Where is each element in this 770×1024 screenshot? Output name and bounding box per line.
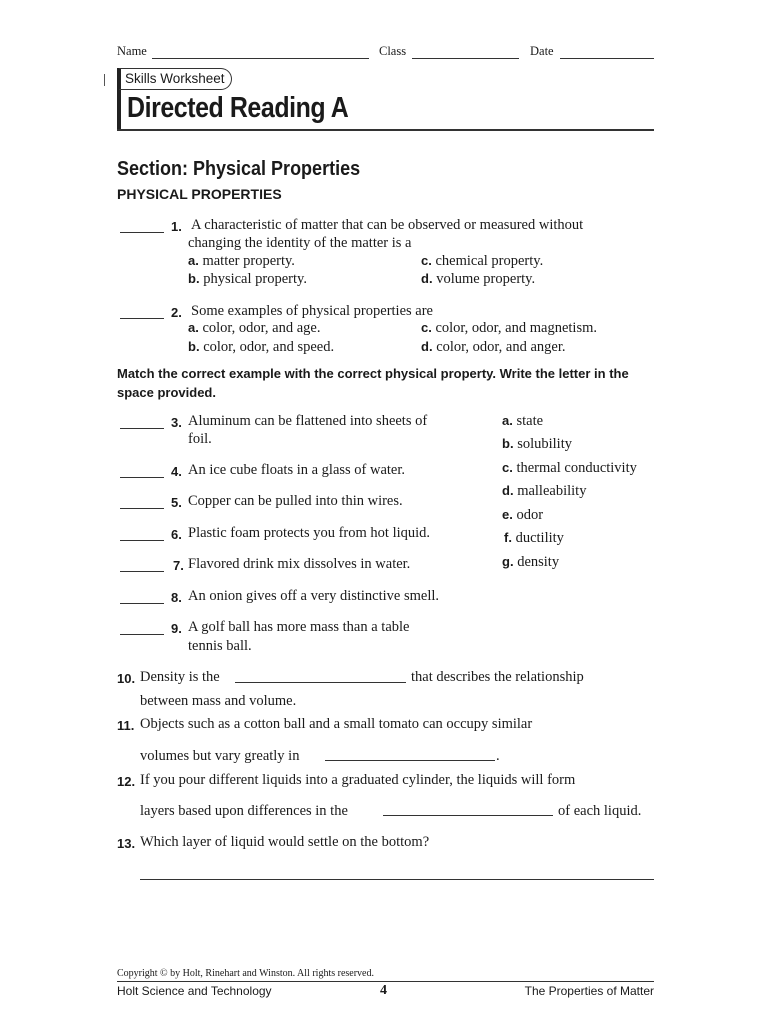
question-number: 13. bbox=[117, 836, 136, 851]
question-text: between mass and volume. bbox=[140, 693, 297, 709]
page-number: 4 bbox=[380, 983, 387, 998]
option-text: density bbox=[517, 554, 560, 570]
question-number: 2. bbox=[171, 305, 182, 320]
answer-blank-9[interactable] bbox=[120, 634, 164, 635]
option-letter: d. bbox=[421, 339, 433, 354]
option-letter: b. bbox=[188, 339, 200, 354]
copyright-notice: Copyright © by Holt, Rinehart and Winston. All rights reserved. bbox=[117, 968, 374, 979]
subsection-heading: PHYSICAL PROPERTIES bbox=[117, 186, 282, 202]
option-letter: b. bbox=[502, 436, 514, 451]
question-number: 9. bbox=[171, 621, 182, 636]
question-number: 5. bbox=[171, 495, 182, 510]
answer-choice bbox=[502, 460, 637, 477]
option-text: malleability bbox=[517, 483, 587, 499]
answer-blank-1[interactable] bbox=[120, 232, 164, 233]
question-number: 6. bbox=[171, 527, 182, 542]
option-text: color, odor, and anger. bbox=[436, 339, 566, 355]
option-letter: b. bbox=[188, 271, 200, 286]
question-text: A golf ball has more mass than a table bbox=[188, 619, 410, 635]
question-text: foil. bbox=[188, 431, 212, 447]
question-number: 12. bbox=[117, 774, 136, 789]
answer-blank-3[interactable] bbox=[120, 428, 164, 429]
option-text: physical property. bbox=[203, 271, 307, 287]
answer-line-13[interactable] bbox=[140, 879, 654, 880]
question-text: Flavored drink mix dissolves in water. bbox=[188, 556, 411, 572]
option-text: color, odor, and magnetism. bbox=[435, 320, 597, 336]
option-letter: g. bbox=[502, 554, 514, 569]
answer-choice bbox=[504, 530, 564, 547]
skills-worksheet-tag: Skills Worksheet bbox=[119, 68, 232, 90]
question-text: volumes but vary greatly in bbox=[140, 748, 300, 764]
margin-mark bbox=[104, 74, 105, 86]
option-letter: e. bbox=[502, 507, 513, 522]
option-text: ductility bbox=[515, 530, 564, 546]
question-text: A characteristic of matter that can be observed or measured without bbox=[191, 217, 584, 233]
option-text: matter property. bbox=[202, 253, 295, 269]
option-text: chemical property. bbox=[435, 253, 544, 269]
footer-divider bbox=[117, 981, 654, 982]
question-text: Density is the bbox=[140, 669, 220, 685]
class-label: Class bbox=[379, 44, 407, 58]
question-text: If you pour different liquids into a graduated cylinder, the liquids will form bbox=[140, 772, 576, 788]
question-text: An onion gives off a very distinctive smell. bbox=[188, 588, 440, 604]
question-text: Aluminum can be flattened into sheets of bbox=[188, 413, 428, 429]
option-d bbox=[421, 339, 565, 356]
class-field[interactable] bbox=[412, 58, 519, 59]
answer-blank-8[interactable] bbox=[120, 603, 164, 604]
question-text: Objects such as a cotton ball and a small tomato can occupy similar bbox=[140, 716, 533, 732]
option-letter: d. bbox=[502, 483, 514, 498]
question-text: Which layer of liquid would settle on the bottom? bbox=[140, 834, 430, 850]
option-d bbox=[421, 271, 535, 288]
footer-publisher: Holt Science and Technology bbox=[117, 984, 272, 998]
date-field[interactable] bbox=[560, 58, 654, 59]
question-text: . bbox=[496, 748, 500, 764]
question-text: that describes the relationship bbox=[411, 669, 584, 685]
option-text: color, odor, and age. bbox=[202, 320, 321, 336]
option-letter: a. bbox=[188, 320, 199, 335]
option-text: odor bbox=[516, 507, 544, 523]
option-text: color, odor, and speed. bbox=[203, 339, 335, 355]
question-number: 3. bbox=[171, 415, 182, 430]
option-letter: a. bbox=[188, 253, 199, 268]
question-text: An ice cube floats in a glass of water. bbox=[188, 462, 406, 478]
title-divider bbox=[117, 129, 654, 131]
question-text: of each liquid. bbox=[558, 803, 642, 819]
question-text: Plastic foam protects you from hot liquid. bbox=[188, 525, 431, 541]
option-letter: d. bbox=[421, 271, 433, 286]
footer-chapter: The Properties of Matter bbox=[524, 984, 654, 998]
option-text: thermal conductivity bbox=[516, 460, 637, 476]
option-letter: f. bbox=[504, 530, 512, 545]
question-number: 10. bbox=[117, 671, 136, 686]
question-text: tennis ball. bbox=[188, 638, 252, 654]
question-text: changing the identity of the matter is a bbox=[188, 235, 412, 251]
option-a bbox=[188, 253, 295, 270]
page-title: Directed Reading A bbox=[127, 92, 349, 124]
name-label: Name bbox=[117, 44, 147, 58]
question-number: 7. bbox=[173, 558, 184, 573]
question-number: 8. bbox=[171, 590, 182, 605]
option-letter: c. bbox=[502, 460, 513, 475]
answer-blank-7[interactable] bbox=[120, 571, 164, 572]
fill-blank-11[interactable] bbox=[325, 760, 495, 761]
question-number: 11. bbox=[117, 718, 135, 733]
question-text: Copper can be pulled into thin wires. bbox=[188, 493, 403, 509]
answer-blank-6[interactable] bbox=[120, 540, 164, 541]
option-b bbox=[188, 339, 334, 356]
option-text: state bbox=[516, 413, 544, 429]
answer-choice bbox=[502, 413, 543, 430]
option-a bbox=[188, 320, 321, 337]
question-number: 1. bbox=[171, 219, 182, 234]
option-text: solubility bbox=[517, 436, 572, 452]
answer-blank-4[interactable] bbox=[120, 477, 164, 478]
fill-blank-12[interactable] bbox=[383, 815, 553, 816]
matching-instructions: Match the correct example with the correct physical property. Write the letter in the space provided. bbox=[117, 366, 629, 400]
date-label: Date bbox=[530, 44, 554, 58]
answer-choice bbox=[502, 507, 543, 524]
answer-choice bbox=[502, 554, 559, 571]
question-text: Some examples of physical properties are bbox=[191, 303, 433, 319]
option-b bbox=[188, 271, 307, 288]
option-letter: a. bbox=[502, 413, 513, 428]
name-field[interactable] bbox=[152, 58, 369, 59]
option-c bbox=[421, 253, 543, 270]
answer-blank-2[interactable] bbox=[120, 318, 164, 319]
question-text: layers based upon differences in the bbox=[140, 803, 348, 819]
option-text: volume property. bbox=[436, 271, 536, 287]
option-letter: c. bbox=[421, 253, 432, 268]
fill-blank-10[interactable] bbox=[235, 682, 406, 683]
option-c bbox=[421, 320, 597, 337]
answer-choice bbox=[502, 436, 572, 453]
question-number: 4. bbox=[171, 464, 182, 479]
answer-choice bbox=[502, 483, 586, 500]
option-letter: c. bbox=[421, 320, 432, 335]
answer-blank-5[interactable] bbox=[120, 508, 164, 509]
section-title: Section: Physical Properties bbox=[117, 158, 361, 180]
